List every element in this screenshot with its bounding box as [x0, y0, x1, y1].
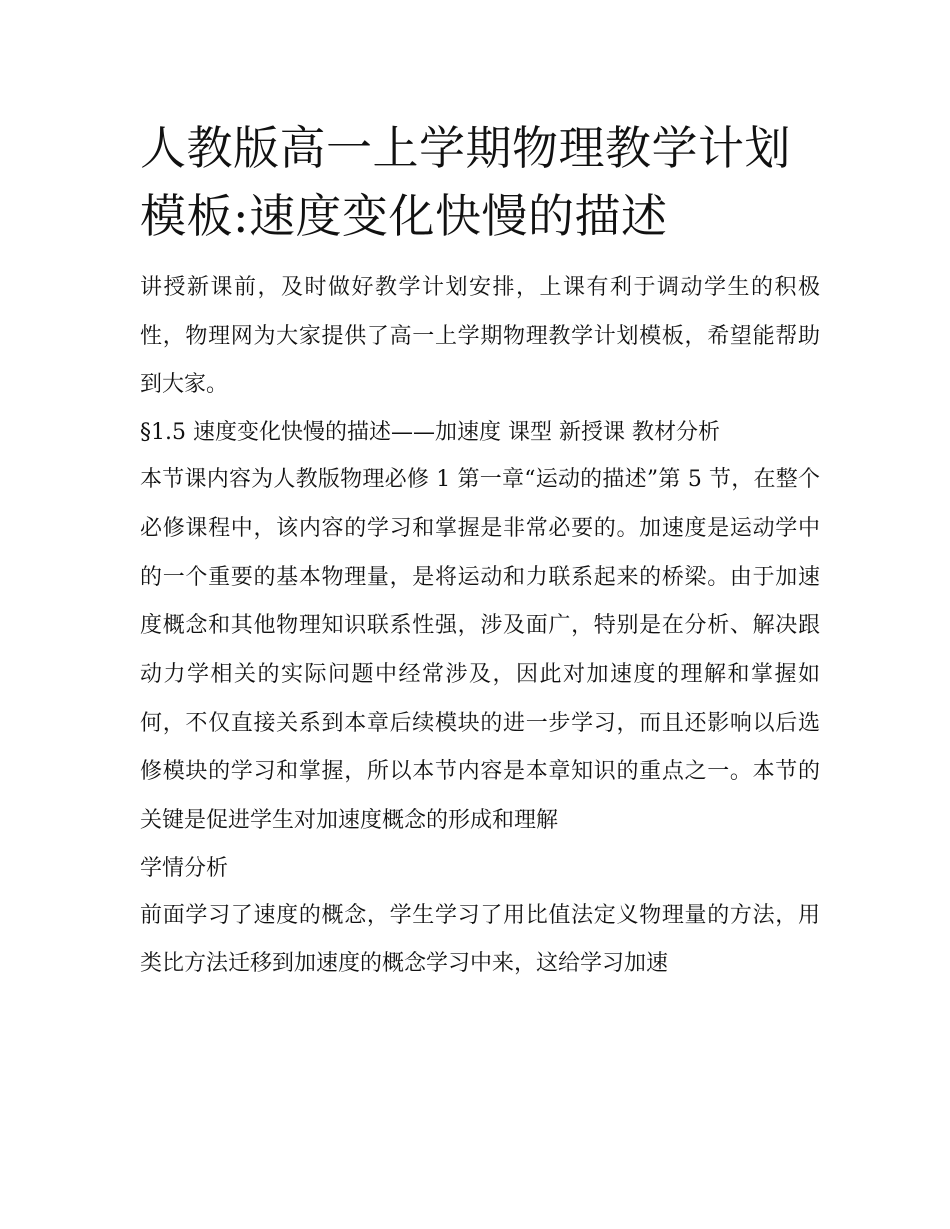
document-content [140, 114, 820, 989]
intro-paragraph: 讲授新课前，及时做好教学计划安排，上课有利于调动学生的积极性，物理网为大家提供了高一上学期物理教学计划模板，希望能帮助到大家。 [140, 275, 820, 398]
learner-analysis-paragraph: 前面学习了速度的概念，学生学习了用比值法定义物理量的方法，用类比方法迁移到加速度的概念学习中来，这给学习加速 [140, 902, 820, 977]
learner-analysis-heading: 学情分析 [140, 855, 229, 881]
textbook-analysis-paragraph: 本节课内容为人教版物理必修 1 第一章“运动的描述”第 5 节，在整个必修课程中，该内容的学习和掌握是非常必要的。加速度是运动学中的一个重要的基本物理量，是将运动和力联系起来的桥梁。由于加速度概念和其他物理知识联系性强，涉及面广，特别是在分析、解决跟动力学相关的实际问题中经常涉及，因此对加速度的理解和掌握如何，不仅直接关系到本章后续模块的进一步学习，而且还影响以后选修模块的学习和掌握，所以本节内容是本章知识的重点之一。本节的关键是促进学生对加速度概念的形成和理解 [140, 467, 820, 834]
section-heading: §1.5 速度变化快慢的描述——加速度 课型 新授课 教材分析 [140, 420, 720, 446]
document-title: 人教版高一上学期物理教学计划模板:速度变化快慢的描述 [140, 121, 791, 243]
